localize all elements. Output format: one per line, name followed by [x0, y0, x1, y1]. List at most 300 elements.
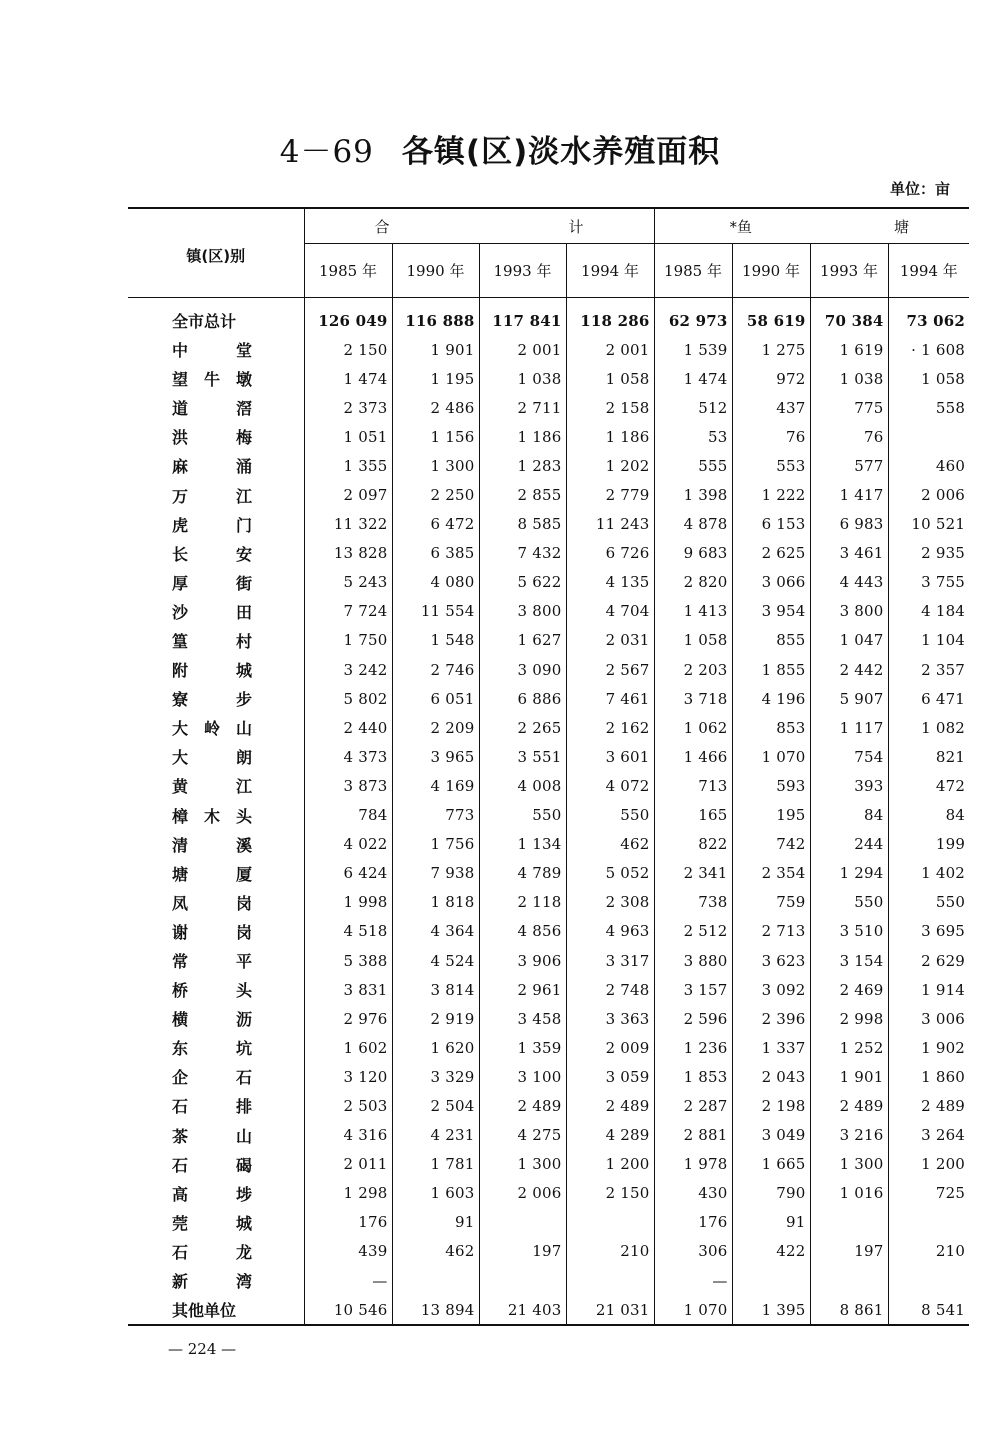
value-cell: 1 413	[654, 597, 732, 626]
value-cell: 70 384	[810, 298, 888, 336]
value-cell: 1 156	[392, 422, 479, 451]
value-cell: 8 585	[479, 510, 566, 539]
value-cell: 2 265	[479, 713, 566, 742]
region-name: 大 朗	[128, 742, 304, 771]
year-header: 1994 年	[566, 244, 654, 298]
value-cell: 3 059	[566, 1062, 654, 1091]
region-name: 常 平	[128, 946, 304, 975]
value-cell: 5 243	[304, 568, 392, 597]
value-cell: 5 388	[304, 946, 392, 975]
value-cell	[392, 1266, 479, 1295]
table-row	[128, 917, 969, 946]
value-cell: 1 300	[479, 1150, 566, 1179]
value-cell: 2 469	[810, 975, 888, 1004]
value-cell: 4 169	[392, 771, 479, 800]
value-cell	[732, 1266, 810, 1295]
region-name: 樟 木 头	[128, 801, 304, 830]
value-cell: 1 117	[810, 713, 888, 742]
group-header-total-left: 合	[374, 217, 390, 236]
year-header: 1993 年	[810, 244, 888, 298]
value-cell: 6 983	[810, 510, 888, 539]
value-cell: 1 200	[921, 1155, 966, 1174]
value-cell: 855	[732, 626, 810, 655]
value-cell: 1 070	[654, 1295, 732, 1325]
value-cell: 1 016	[810, 1179, 888, 1208]
total-row	[128, 298, 969, 336]
value-cell: 1 104	[921, 631, 966, 650]
value-cell: 2 820	[654, 568, 732, 597]
value-cell: 3 092	[732, 975, 810, 1004]
value-cell: 1 294	[810, 859, 888, 888]
value-cell: 118 286	[566, 298, 654, 336]
value-cell: 2 919	[392, 1004, 479, 1033]
value-cell: 1 914	[921, 980, 966, 999]
value-cell: 3 965	[392, 742, 479, 771]
region-name: 石 排	[128, 1091, 304, 1120]
table-row	[128, 946, 969, 975]
value-cell: 2 150	[566, 1179, 654, 1208]
group-header-fishpond	[654, 208, 969, 244]
year-header: 1990 年	[732, 244, 810, 298]
value-cell: 2 097	[304, 480, 392, 509]
value-cell: 4 789	[479, 859, 566, 888]
value-cell: 512	[654, 393, 732, 422]
table-row	[128, 451, 969, 480]
value-cell: 472	[935, 776, 966, 795]
value-cell: 1 860	[921, 1067, 966, 1086]
value-cell: 11 322	[304, 510, 392, 539]
value-cell: 1 038	[810, 364, 888, 393]
value-cell: 3 120	[304, 1062, 392, 1091]
value-cell: 6 472	[392, 510, 479, 539]
value-cell: 73 062	[906, 311, 966, 330]
value-cell: 3 954	[732, 597, 810, 626]
value-cell	[479, 1208, 566, 1237]
value-cell: 2 504	[392, 1091, 479, 1120]
region-name: 全市总计	[128, 298, 304, 336]
value-cell: 197	[810, 1237, 888, 1266]
value-cell: 1 058	[654, 626, 732, 655]
value-cell: 3 695	[921, 922, 966, 941]
value-cell: 21 031	[566, 1295, 654, 1325]
value-cell: 1 818	[392, 888, 479, 917]
value-cell: 1 398	[654, 480, 732, 509]
value-cell: 76	[810, 422, 888, 451]
value-cell: 437	[732, 393, 810, 422]
value-cell: 2 354	[732, 859, 810, 888]
value-cell: 775	[810, 393, 888, 422]
value-cell: 6 886	[479, 684, 566, 713]
value-cell: 4 231	[392, 1121, 479, 1150]
value-cell	[810, 1208, 888, 1237]
region-name: 大 岭 山	[128, 713, 304, 742]
table-title: 各镇(区)淡水养殖面积	[401, 134, 721, 170]
value-cell: 4 196	[732, 684, 810, 713]
value-cell: 1 627	[479, 626, 566, 655]
unit-label: 单位：亩	[889, 180, 950, 198]
value-cell: 1 756	[392, 830, 479, 859]
table-row	[128, 364, 969, 393]
table-row	[128, 422, 969, 451]
value-cell: 2 625	[732, 539, 810, 568]
value-cell: 1 051	[304, 422, 392, 451]
region-name: 清 溪	[128, 830, 304, 859]
value-cell: 1 901	[810, 1062, 888, 1091]
table-row	[128, 335, 969, 364]
value-cell: 21 403	[479, 1295, 566, 1325]
value-cell: 759	[732, 888, 810, 917]
value-cell: 4 373	[304, 742, 392, 771]
value-cell: 2 489	[921, 1096, 966, 1115]
value-cell: 738	[654, 888, 732, 917]
value-cell: 972	[732, 364, 810, 393]
value-cell: 2 961	[479, 975, 566, 1004]
value-cell	[479, 1266, 566, 1295]
value-cell: 2 006	[921, 486, 966, 505]
value-cell: 195	[732, 801, 810, 830]
value-cell: 210	[566, 1237, 654, 1266]
value-cell: 2 006	[479, 1179, 566, 1208]
region-name: 横 沥	[128, 1004, 304, 1033]
value-cell: 84	[945, 806, 966, 825]
value-cell: 1 202	[566, 451, 654, 480]
value-cell: 2 503	[304, 1091, 392, 1120]
region-name: 黄 江	[128, 771, 304, 800]
value-cell: 462	[566, 830, 654, 859]
region-name: 塘 厦	[128, 859, 304, 888]
value-cell: 7 724	[304, 597, 392, 626]
value-cell: 2 486	[392, 393, 479, 422]
value-cell: 1 395	[732, 1295, 810, 1325]
value-cell: 821	[935, 747, 966, 766]
table-row	[128, 539, 969, 568]
value-cell: 3 216	[810, 1121, 888, 1150]
value-cell: 7 938	[392, 859, 479, 888]
value-cell: 4 022	[304, 830, 392, 859]
value-cell: 2 209	[392, 713, 479, 742]
value-cell: 2 341	[654, 859, 732, 888]
value-cell: 6 153	[732, 510, 810, 539]
value-cell: 7 461	[566, 684, 654, 713]
value-cell: 1 603	[392, 1179, 479, 1208]
value-cell: 553	[732, 451, 810, 480]
value-cell: 1 359	[479, 1033, 566, 1062]
group-header-total	[304, 208, 654, 244]
region-name: 寮 步	[128, 684, 304, 713]
region-name: 长 安	[128, 539, 304, 568]
value-cell: 5 622	[479, 568, 566, 597]
value-cell: 10 521	[911, 515, 966, 534]
value-cell: 5 907	[810, 684, 888, 713]
value-cell: 2 935	[921, 544, 966, 563]
value-cell: 3 461	[810, 539, 888, 568]
value-cell: 244	[810, 830, 888, 859]
value-cell: 1 275	[732, 335, 810, 364]
value-cell: 6 424	[304, 859, 392, 888]
value-cell: 2 118	[479, 888, 566, 917]
value-cell: 3 880	[654, 946, 732, 975]
value-cell: 4 364	[392, 917, 479, 946]
value-cell: 2 198	[732, 1091, 810, 1120]
value-cell: 550	[566, 801, 654, 830]
value-cell: 10 546	[304, 1295, 392, 1325]
group-header-fishpond-left: *鱼	[729, 217, 753, 236]
value-cell: 2 158	[566, 393, 654, 422]
value-cell: 2 009	[566, 1033, 654, 1062]
year-header: 1985 年	[654, 244, 732, 298]
value-cell: 1 402	[921, 864, 966, 883]
value-cell: 3 317	[566, 946, 654, 975]
value-cell: 1 602	[304, 1033, 392, 1062]
table-row	[128, 655, 969, 684]
region-name: 沙 田	[128, 597, 304, 626]
region-name: 莞 城	[128, 1208, 304, 1237]
value-cell: 593	[732, 771, 810, 800]
value-cell: 1 665	[732, 1150, 810, 1179]
value-cell: 3 242	[304, 655, 392, 684]
value-cell: 76	[732, 422, 810, 451]
value-cell: 3 100	[479, 1062, 566, 1091]
region-name: 附 城	[128, 655, 304, 684]
value-cell: 1 283	[479, 451, 566, 480]
value-cell: 2 442	[810, 655, 888, 684]
region-column-header: 镇(区)别	[128, 208, 304, 298]
value-cell: 2 489	[810, 1091, 888, 1120]
value-cell: 439	[304, 1237, 392, 1266]
value-cell: 713	[654, 771, 732, 800]
value-cell: 577	[810, 451, 888, 480]
value-cell: 4 878	[654, 510, 732, 539]
region-name: 新 湾	[128, 1266, 304, 1295]
table-row	[128, 1091, 969, 1120]
value-cell: 1 466	[654, 742, 732, 771]
region-name: 茶 山	[128, 1121, 304, 1150]
aquaculture-area-table	[128, 207, 969, 1326]
table-row	[128, 1062, 969, 1091]
value-cell: 11 554	[392, 597, 479, 626]
value-cell: 3 906	[479, 946, 566, 975]
value-cell: 1 200	[566, 1150, 654, 1179]
value-cell: 5 052	[566, 859, 654, 888]
value-cell: 1 619	[810, 335, 888, 364]
value-cell: 1 186	[566, 422, 654, 451]
region-name: 望 牛 墩	[128, 364, 304, 393]
value-cell: 58 619	[732, 298, 810, 336]
page-title	[0, 126, 1000, 171]
value-cell: 2 250	[392, 480, 479, 509]
value-cell: 784	[304, 801, 392, 830]
value-cell: 2 748	[566, 975, 654, 1004]
value-cell: 1 855	[732, 655, 810, 684]
value-cell	[888, 1266, 969, 1295]
table-row	[128, 1121, 969, 1150]
value-cell: 422	[732, 1237, 810, 1266]
value-cell: 53	[654, 422, 732, 451]
group-header-fishpond-right: 塘	[894, 217, 910, 236]
value-cell: 3 601	[566, 742, 654, 771]
value-cell: 3 090	[479, 655, 566, 684]
table-row	[128, 393, 969, 422]
value-cell: —	[654, 1266, 732, 1295]
value-cell: 430	[654, 1179, 732, 1208]
region-name: 桥 头	[128, 975, 304, 1004]
value-cell: 1 195	[392, 364, 479, 393]
value-cell: 9 683	[654, 539, 732, 568]
table-row	[128, 859, 969, 888]
value-cell: 2 489	[479, 1091, 566, 1120]
value-cell: 2 746	[392, 655, 479, 684]
value-cell: 462	[392, 1237, 479, 1266]
value-cell: 1 070	[732, 742, 810, 771]
value-cell: 2 976	[304, 1004, 392, 1033]
value-cell: 3 006	[921, 1009, 966, 1028]
value-cell: 176	[654, 1208, 732, 1237]
value-cell: 5 802	[304, 684, 392, 713]
value-cell: 3 814	[392, 975, 479, 1004]
table-number: 4－69	[279, 134, 374, 170]
table-row	[128, 1033, 969, 1062]
value-cell: 1 186	[479, 422, 566, 451]
value-cell: 1 047	[810, 626, 888, 655]
region-name: 其他单位	[128, 1295, 304, 1325]
table-row	[128, 1179, 969, 1208]
value-cell: 2 001	[566, 335, 654, 364]
value-cell: 1 998	[304, 888, 392, 917]
table-row	[128, 975, 969, 1004]
value-cell: 1 134	[479, 830, 566, 859]
value-cell: 4 275	[479, 1121, 566, 1150]
value-cell: 199	[935, 835, 966, 854]
value-cell: 2 396	[732, 1004, 810, 1033]
value-cell: 6 385	[392, 539, 479, 568]
value-cell: 2 287	[654, 1091, 732, 1120]
value-cell: 460	[935, 456, 966, 475]
value-cell	[810, 1266, 888, 1295]
value-cell: 2 512	[654, 917, 732, 946]
table-row	[128, 597, 969, 626]
value-cell: 126 049	[304, 298, 392, 336]
value-cell: 2 567	[566, 655, 654, 684]
value-cell: 2 162	[566, 713, 654, 742]
value-cell: 742	[732, 830, 810, 859]
value-cell: 1 298	[304, 1179, 392, 1208]
value-cell: 3 329	[392, 1062, 479, 1091]
region-name: 谢 岗	[128, 917, 304, 946]
table-row	[128, 684, 969, 713]
value-cell: 3 551	[479, 742, 566, 771]
value-cell: 2 855	[479, 480, 566, 509]
value-cell: 2 203	[654, 655, 732, 684]
value-cell: 725	[935, 1184, 966, 1203]
region-name: 中 堂	[128, 335, 304, 364]
value-cell: 6 051	[392, 684, 479, 713]
value-cell: 2 373	[304, 393, 392, 422]
value-cell: 3 157	[654, 975, 732, 1004]
value-cell: 2 489	[566, 1091, 654, 1120]
value-cell: 1 058	[566, 364, 654, 393]
value-cell: 3 264	[921, 1126, 966, 1145]
table-row	[128, 1150, 969, 1179]
value-cell: 176	[304, 1208, 392, 1237]
year-header: 1990 年	[392, 244, 479, 298]
table-row	[128, 1237, 969, 1266]
value-cell: 1 058	[921, 369, 966, 388]
value-cell: —	[304, 1266, 392, 1295]
value-cell: 4 856	[479, 917, 566, 946]
page-number: — 224 —	[168, 1340, 237, 1358]
region-name: 厚 街	[128, 568, 304, 597]
region-name: 篁 村	[128, 626, 304, 655]
value-cell: 4 080	[392, 568, 479, 597]
table-row	[128, 713, 969, 742]
value-cell: 1 236	[654, 1033, 732, 1062]
value-cell	[888, 1208, 969, 1237]
table-row	[128, 1295, 969, 1325]
value-cell: 3 154	[810, 946, 888, 975]
value-cell: 4 184	[921, 602, 966, 621]
value-cell: 3 831	[304, 975, 392, 1004]
value-cell: 1 539	[654, 335, 732, 364]
value-cell: 754	[810, 742, 888, 771]
region-name: 石 碣	[128, 1150, 304, 1179]
region-name: 高 埗	[128, 1179, 304, 1208]
value-cell: 1 620	[392, 1033, 479, 1062]
value-cell	[888, 422, 969, 451]
value-cell: 7 432	[479, 539, 566, 568]
value-cell: 1 902	[921, 1038, 966, 1057]
value-cell: 550	[935, 893, 966, 912]
region-name: 道 滘	[128, 393, 304, 422]
value-cell: 13 828	[304, 539, 392, 568]
value-cell: 3 800	[810, 597, 888, 626]
value-cell: 1 300	[810, 1150, 888, 1179]
value-cell: 1 750	[304, 626, 392, 655]
value-cell: 91	[732, 1208, 810, 1237]
value-cell: 1 222	[732, 480, 810, 509]
value-cell: 1 853	[654, 1062, 732, 1091]
region-name: 麻 涌	[128, 451, 304, 480]
region-name: 万 江	[128, 480, 304, 509]
region-name: 洪 梅	[128, 422, 304, 451]
value-cell: 2 150	[304, 335, 392, 364]
table-row	[128, 568, 969, 597]
value-cell: 62 973	[654, 298, 732, 336]
region-name: 企 石	[128, 1062, 304, 1091]
value-cell: 197	[479, 1237, 566, 1266]
table-row	[128, 888, 969, 917]
value-cell: 2 440	[304, 713, 392, 742]
value-cell: 2 308	[566, 888, 654, 917]
region-name: 石 龙	[128, 1237, 304, 1266]
table-row	[128, 1004, 969, 1033]
value-cell: 2 031	[566, 626, 654, 655]
value-cell: 2 881	[654, 1121, 732, 1150]
group-header-total-right: 计	[568, 217, 584, 236]
table-row	[128, 480, 969, 509]
table-row	[128, 771, 969, 800]
value-cell: 4 072	[566, 771, 654, 800]
value-cell: 1 038	[479, 364, 566, 393]
value-cell: 4 963	[566, 917, 654, 946]
value-cell: 2 629	[921, 951, 966, 970]
value-cell: 4 316	[304, 1121, 392, 1150]
value-cell: 13 894	[392, 1295, 479, 1325]
value-cell: 3 800	[479, 597, 566, 626]
value-cell: 1 781	[392, 1150, 479, 1179]
value-cell: 822	[654, 830, 732, 859]
value-cell: 11 243	[566, 510, 654, 539]
value-cell: 8 541	[888, 1295, 969, 1325]
